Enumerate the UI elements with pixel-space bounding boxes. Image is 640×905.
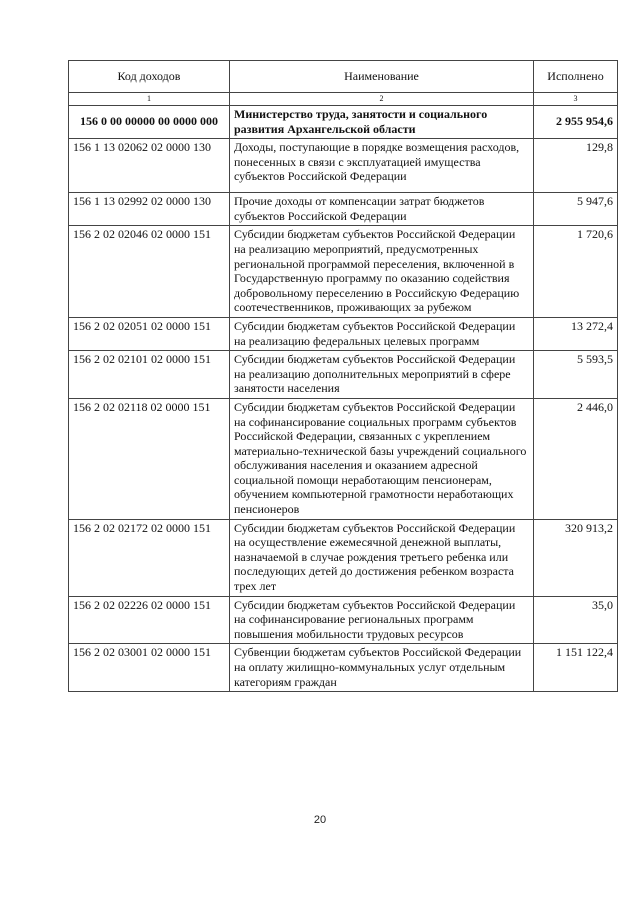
header-name: Наименование bbox=[230, 61, 534, 93]
row-amount: 5 593,5 bbox=[534, 351, 618, 399]
row-amount: 129,8 bbox=[534, 139, 618, 193]
table-row bbox=[69, 351, 618, 399]
row-amount: 2 446,0 bbox=[534, 398, 618, 519]
table-row bbox=[69, 193, 618, 226]
row-code: 156 2 02 02101 02 0000 151 bbox=[69, 351, 230, 399]
row-name: Субсидии бюджетам субъектов Российской Федерации на осуществление ежемесячной денежной выплаты, назначаемой в случае рождения третьего ребенка или последующих детей до достижения ребенком возраста трех лет bbox=[230, 519, 534, 596]
row-name: Субсидии бюджетам субъектов Российской Федерации на реализацию федеральных целевых программ bbox=[230, 317, 534, 350]
row-name: Субвенции бюджетам субъектов Российской Федерации на оплату жилищно-коммунальных услуг отдельным категориям граждан bbox=[230, 644, 534, 692]
row-amount: 1 151 122,4 bbox=[534, 644, 618, 692]
page-number: 20 bbox=[313, 814, 327, 826]
row-code: 156 2 02 02226 02 0000 151 bbox=[69, 596, 230, 644]
table-row bbox=[69, 644, 618, 692]
row-name: Министерство труда, занятости и социального развития Архангельской области bbox=[230, 106, 534, 139]
table-row bbox=[69, 139, 618, 193]
row-code: 156 0 00 00000 00 0000 000 bbox=[69, 106, 230, 139]
row-code: 156 1 13 02992 02 0000 130 bbox=[69, 193, 230, 226]
row-amount: 13 272,4 bbox=[534, 317, 618, 350]
column-number: 1 bbox=[69, 93, 230, 106]
row-amount: 35,0 bbox=[534, 596, 618, 644]
row-name: Прочие доходы от компенсации затрат бюджетов субъектов Российской Федерации bbox=[230, 193, 534, 226]
row-name: Субсидии бюджетам субъектов Российской Федерации на реализацию дополнительных мероприятий в сфере занятости населения bbox=[230, 351, 534, 399]
column-numbers-row bbox=[69, 93, 618, 106]
row-name: Субсидии бюджетам субъектов Российской Федерации на реализацию мероприятий, предусмотренных региональной программой переселения, включенной в Государственную программу по оказанию содействия добровольному переселению в Российскую Федерацию соотечественников, проживающих за рубежом bbox=[230, 226, 534, 318]
revenue-table bbox=[68, 60, 618, 692]
row-amount: 5 947,6 bbox=[534, 193, 618, 226]
row-code: 156 2 02 02051 02 0000 151 bbox=[69, 317, 230, 350]
row-code: 156 2 02 02046 02 0000 151 bbox=[69, 226, 230, 318]
table-row bbox=[69, 226, 618, 318]
row-code: 156 2 02 03001 02 0000 151 bbox=[69, 644, 230, 692]
row-amount: 2 955 954,6 bbox=[534, 106, 618, 139]
row-code: 156 2 02 02118 02 0000 151 bbox=[69, 398, 230, 519]
row-name: Субсидии бюджетам субъектов Российской Федерации на софинансирование социальных программ субъектов Российской Федерации, связанных с укреплением материально-технической базы учреждений социального обслуживания населения и оказанием адресной социальной помощи неработающим пенсионерам, обучением компьютерной грамотности неработающих пенсионеров bbox=[230, 398, 534, 519]
row-code: 156 1 13 02062 02 0000 130 bbox=[69, 139, 230, 193]
table-row bbox=[69, 519, 618, 596]
column-number: 3 bbox=[534, 93, 618, 106]
table-row bbox=[69, 106, 618, 139]
row-name: Доходы, поступающие в порядке возмещения расходов, понесенных в связи с эксплуатацией имущества субъектов Российской Федерации bbox=[230, 139, 534, 193]
table-row bbox=[69, 596, 618, 644]
column-number: 2 bbox=[230, 93, 534, 106]
header-code: Код доходов bbox=[69, 61, 230, 93]
row-name: Субсидии бюджетам субъектов Российской Федерации на софинансирование региональных программ повышения мобильности трудовых ресурсов bbox=[230, 596, 534, 644]
row-amount: 320 913,2 bbox=[534, 519, 618, 596]
table-row bbox=[69, 398, 618, 519]
table-header-row bbox=[69, 61, 618, 93]
table-row bbox=[69, 317, 618, 350]
row-amount: 1 720,6 bbox=[534, 226, 618, 318]
header-amount: Исполнено bbox=[534, 61, 618, 93]
row-code: 156 2 02 02172 02 0000 151 bbox=[69, 519, 230, 596]
